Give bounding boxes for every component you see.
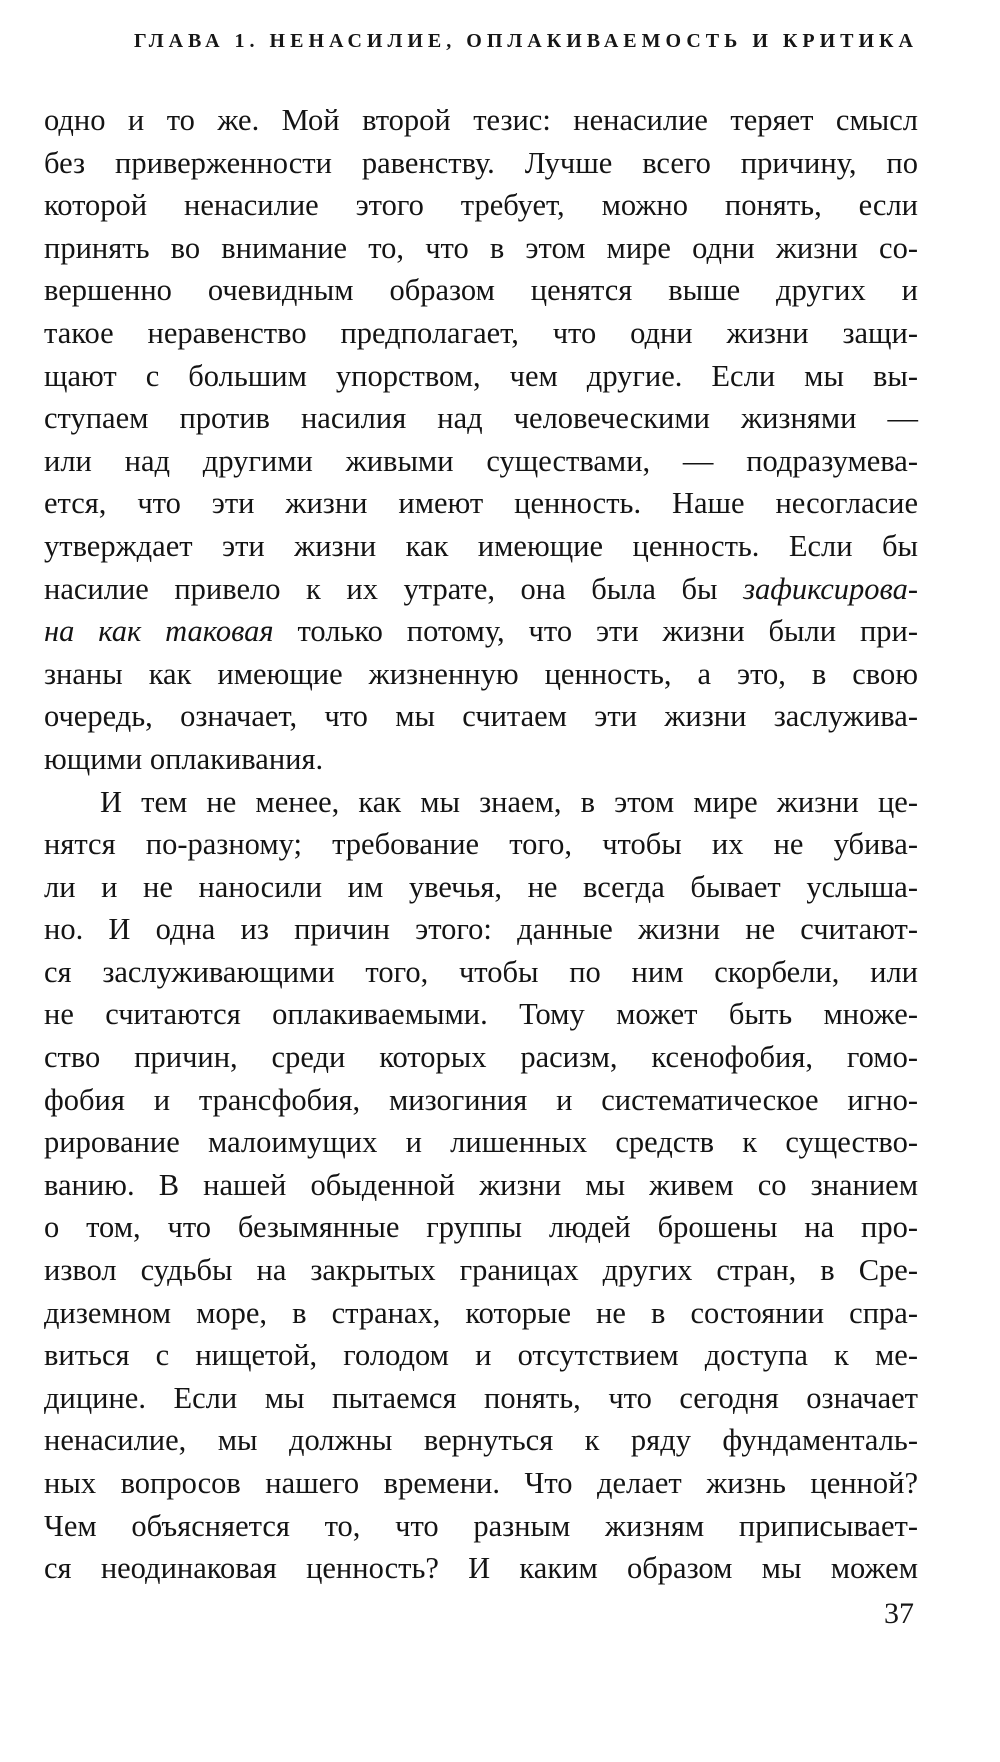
italic-run: зафиксирова- [743,571,918,606]
text-line: знаны как имеющие жизненную ценность, а это, в свою [44,656,918,691]
text-line: или над другими живыми существами, — подразумева- [44,443,918,478]
italic-run: на как таковая [44,614,274,649]
text-line: ется, что эти жизни имеют ценность. Наше несогласие [44,486,918,521]
page-number: 37 [884,1597,914,1630]
text-line: ся неодинаковая ценность? И каким образом мы можем [44,1551,918,1586]
text-line: очередь, означает, что мы считаем эти жизни заслужива- [44,699,918,734]
text-line: Чем объясняется то, что разным жизням приписывает- [44,1508,918,1543]
text-line: без приверженности равенству. Лучше всего причину, по [44,145,918,180]
text-line: одно и то же. Мой второй тезис: ненасилие теряет смысл [44,103,918,137]
text-line: ство причин, среди которых расизм, ксенофобия, гомо- [44,1040,918,1075]
text-line: щают с большим упорством, чем другие. Если мы вы- [44,358,918,393]
text-line: извол судьбы на закрытых границах других стран, в Сре- [44,1253,918,1288]
text-line: ванию. В нашей обыденной жизни мы живем со знанием [44,1167,918,1202]
text-line: нятся по-разному; требование того, чтобы их не убива- [44,827,918,862]
text-line: о том, что безымянные группы людей брошены на про- [44,1210,918,1245]
text-line: которой ненасилие этого требует, можно понять, если [44,188,918,223]
text-line: фобия и трансфобия, мизогиния и систематическое игно- [44,1082,918,1117]
text-line: ненасилие, мы должны вернуться к ряду фундаменталь- [44,1423,918,1458]
text-line: не считаются оплакиваемыми. Тому может быть множе- [44,997,918,1032]
text-line: дицине. Если мы пытаемся понять, что сегодня означает [44,1380,918,1415]
text-line: И тем не менее, как мы знаем, в этом мире жизни це- [100,784,918,819]
text-line: ющими оплакивания. [44,741,324,776]
body-text [44,99,918,1590]
text-line: вершенно очевидным образом ценятся выше других и [44,273,918,308]
text-line: рирование малоимущих и лишенных средств к существо- [44,1125,918,1160]
text-line: виться с нищетой, голодом и отсутствием доступа к ме- [44,1338,918,1373]
running-head: ГЛАВА 1. НЕНАСИЛИЕ, ОПЛАКИВАЕМОСТЬ И КРИТИКА [133,30,918,52]
text-line: ся заслуживающими того, чтобы по ним скорбели, или [44,954,918,989]
roman-run: только потому, что эти жизни были при- [273,614,919,649]
text-line: ных вопросов нашего времени. Что делает жизнь ценной? [44,1466,918,1500]
roman-run: насилие привело к их утрате, она была бы [44,571,744,606]
text-line: утверждает эти жизни как имеющие ценность. Если бы [44,528,918,563]
text-line: но. И одна из причин этого: данные жизни не считают- [44,912,918,947]
text-line: такое неравенство предполагает, что одни жизни защи- [44,315,918,350]
text-line-mixed [44,610,918,653]
text-line: принять во внимание то, что в этом мире одни жизни со- [44,230,918,265]
text-line: диземном море, в странах, которые не в состоянии спра- [44,1295,918,1330]
text-line: ли и не наносили им увечья, не всегда бывает услыша- [44,869,918,904]
text-line-mixed [44,568,918,611]
text-line: ступаем против насилия над человеческими жизнями — [44,401,918,436]
